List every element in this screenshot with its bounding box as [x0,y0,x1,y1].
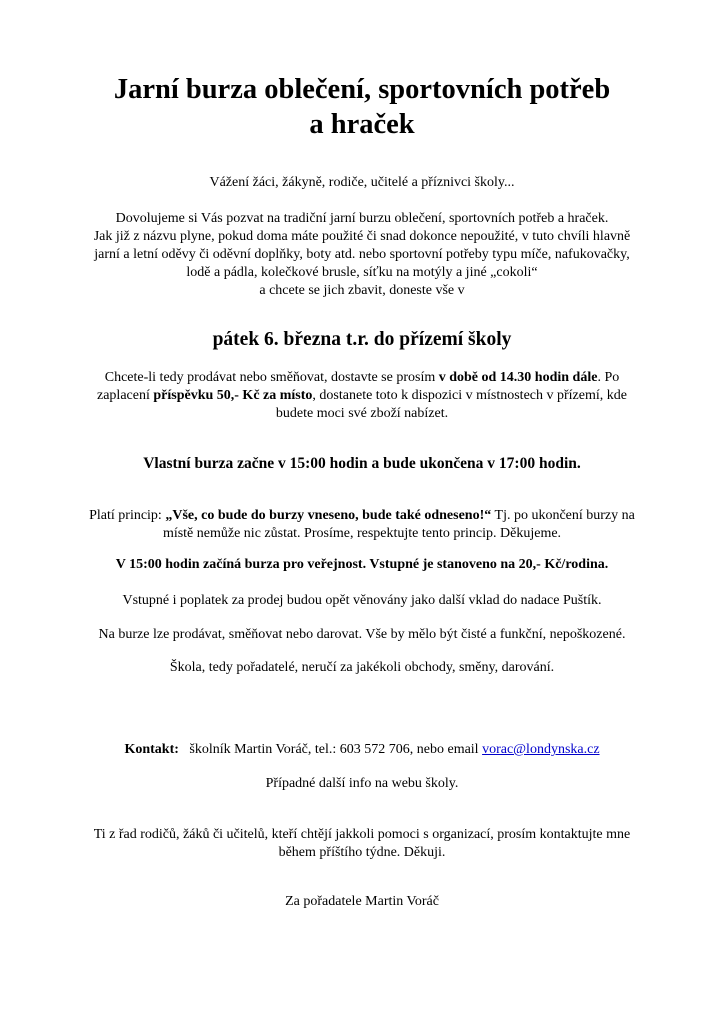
principle-quote: „Vše, co bude do burzy vneseno, bude také odneseno!“ [165,508,492,523]
sales-paragraph [40,369,684,423]
invitation-paragraph [40,210,684,300]
donation-note: Vstupné i poplatek za prodej budou opět věnovány jako další vklad do nadace Puštík. [122,593,602,608]
principle-paragraph [40,507,684,543]
invitation-line-1: Dovolujeme si Vás pozvat na tradiční jarní burzu oblečení, sportovních potřeb a hraček. [115,211,609,226]
web-info: Případné další info na webu školy. [265,776,459,791]
schedule-heading: Vlastní burza začne v 15:00 hodin a bude ukončena v 17:00 hodin. [143,455,581,472]
date-heading: pátek 6. března t.r. do přízemí školy [212,329,512,350]
sales-text-2: . Po [597,370,620,385]
contact-text: školník Martin Voráč, tel.: 603 572 706, nebo email [189,742,483,757]
contact-email-link[interactable]: vorac@londynska.cz [482,742,600,757]
public-notice: V 15:00 hodin začíná burza pro veřejnost. Vstupné je stanoveno na 20,- Kč/rodina. [115,557,609,572]
principle-text-3: místě nemůže nic zůstat. Prosíme, respektujte tento princip. Děkujeme. [162,526,562,541]
sales-fee: příspěvku 50,- Kč za místo [153,388,313,403]
help-line-1: Ti z řad rodičů, žáků či učitelů, kteří chtějí jakkoli pomoci s organizací, prosím kontaktujte mne [93,827,631,842]
document-title [40,72,684,142]
invitation-line-5: a chcete se jich zbavit, doneste vše v [259,283,465,298]
rules-note: Na burze lze prodávat, směňovat nebo darovat. Vše by mělo být čisté a funkční, nepoškozené. [98,627,626,642]
sales-text-3: zaplacení [97,388,154,403]
help-paragraph [40,826,684,862]
liability-note: Škola, tedy pořadatelé, neručí za jakékoli obchody, směny, darování. [169,660,555,675]
sales-text-5: budete moci své zboží nabízet. [275,406,449,421]
help-line-2: během příštího týdne. Děkuji. [278,845,446,860]
contact-line [40,741,684,759]
contact-label: Kontakt: [124,742,179,757]
sales-time: v době od 14.30 hodin dále [438,370,598,385]
sales-text-4: , dostanete toto k dispozici v místnostech v přízemí, kde [312,388,627,403]
principle-text-1: Platí princip: [89,508,166,523]
invitation-line-4: lodě a pádla, kolečkové brusle, síťku na motýly a jiné „cokoli“ [186,265,538,280]
title-line-1: Jarní burza oblečení, sportovních potřeb [113,74,611,105]
principle-text-2: Tj. po ukončení burzy na [491,508,635,523]
invitation-line-3: jarní a letní oděvy či oděvní doplňky, boty atd. nebo sportovní potřeby typu míče, nafukovačky, [94,247,630,262]
signature: Za pořadatele Martin Voráč [285,894,439,909]
sales-text-1: Chcete-li tedy prodávat nebo směňovat, dostavte se prosím [104,370,439,385]
greeting: Vážení žáci, žákyně, rodiče, učitelé a příznivci školy... [209,175,515,190]
title-line-2: a hraček [309,109,415,140]
invitation-line-2: Jak již z názvu plyne, pokud doma máte použité či snad dokonce nepoužité, v tuto chvíli hlavně [93,229,631,244]
